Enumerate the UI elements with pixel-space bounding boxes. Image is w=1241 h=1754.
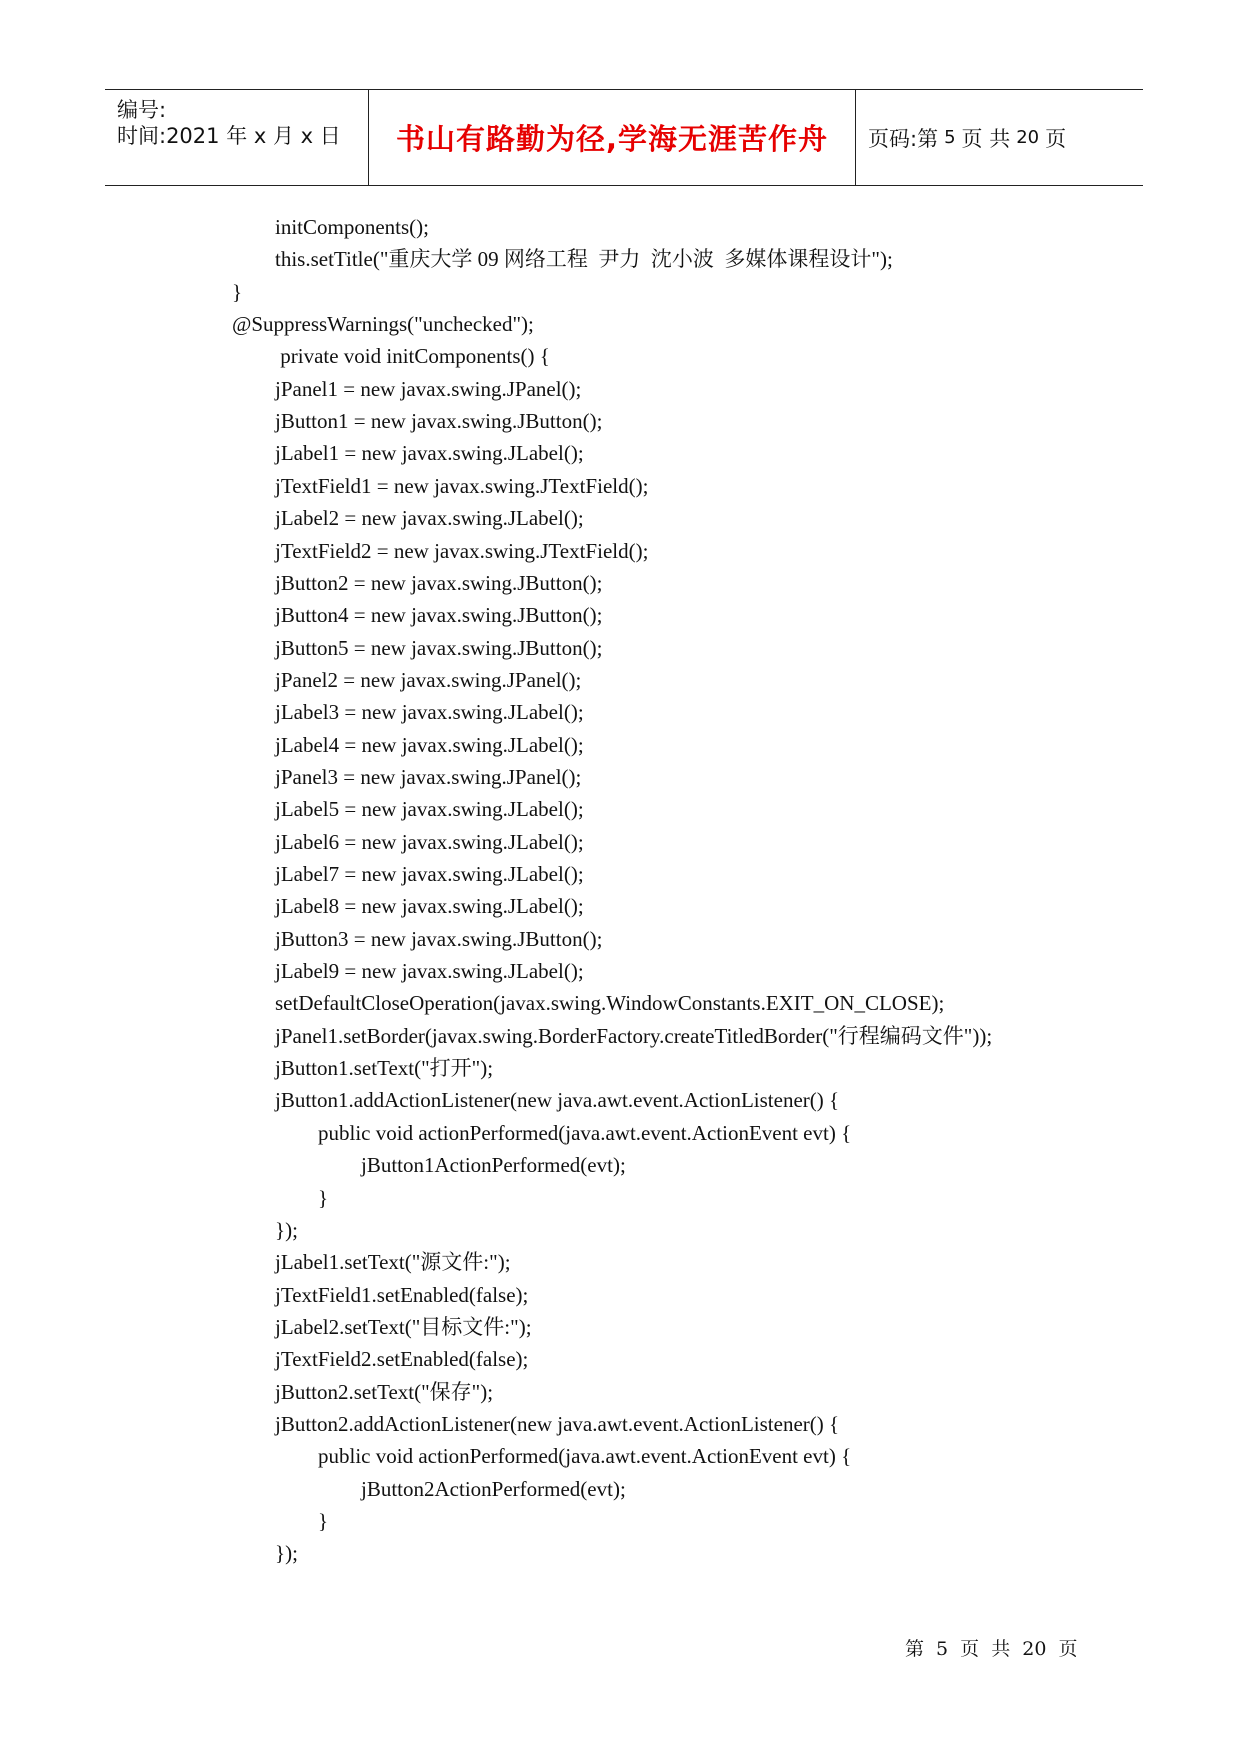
code-line: @SuppressWarnings("unchecked"); (232, 312, 534, 336)
page-suffix: 页 (1045, 126, 1067, 151)
page-prefix: 页码:第 (868, 126, 939, 151)
page-total: 20 (1016, 127, 1040, 148)
code-line: this.setTitle("重庆大学 09 网络工程 尹力 沈小波 多媒体课程设计"); (275, 247, 893, 271)
page-header (105, 89, 1143, 186)
code-line: jButton2.addActionListener(new java.awt.event.ActionListener() { (275, 1412, 840, 1436)
code-line: jTextField1.setEnabled(false); (275, 1283, 529, 1307)
page-number: 5 (944, 127, 956, 148)
code-line: jPanel1.setBorder(javax.swing.BorderFactory.createTitledBorder("行程编码文件")); (275, 1024, 993, 1048)
code-line: jTextField2.setEnabled(false); (275, 1347, 529, 1371)
code-line: }); (275, 1218, 298, 1242)
code-line: jLabel3 = new javax.swing.JLabel(); (275, 700, 584, 724)
code-line: jButton1ActionPerformed(evt); (361, 1153, 626, 1177)
code-line: jLabel9 = new javax.swing.JLabel(); (275, 959, 584, 983)
code-line: jButton4 = new javax.swing.JButton(); (275, 603, 603, 627)
code-line: setDefaultCloseOperation(javax.swing.WindowConstants.EXIT_ON_CLOSE); (275, 991, 945, 1015)
code-line: jLabel6 = new javax.swing.JLabel(); (275, 830, 584, 854)
code-line: jButton2.setText("保存"); (275, 1380, 494, 1404)
code-line: jButton1.addActionListener(new java.awt.event.ActionListener() { (275, 1088, 840, 1112)
header-motto-cell (369, 90, 856, 185)
code-line: jPanel3 = new javax.swing.JPanel(); (275, 765, 582, 789)
code-line: jLabel2.setText("目标文件:"); (275, 1315, 532, 1339)
page-middle: 页 共 (961, 126, 1011, 151)
code-line: jPanel2 = new javax.swing.JPanel(); (275, 668, 582, 692)
code-line: }); (275, 1541, 298, 1565)
code-line: public void actionPerformed(java.awt.event.ActionEvent evt) { (318, 1121, 852, 1145)
serial-number-label: 编号: (117, 98, 167, 122)
code-line: public void actionPerformed(java.awt.event.ActionEvent evt) { (318, 1444, 852, 1468)
code-line: jLabel2 = new javax.swing.JLabel(); (275, 506, 584, 530)
code-line: } (318, 1509, 329, 1533)
code-line: private void initComponents() { (275, 344, 550, 368)
code-line: jLabel8 = new javax.swing.JLabel(); (275, 894, 584, 918)
code-line: jButton2ActionPerformed(evt); (361, 1477, 626, 1501)
code-line: jButton2 = new javax.swing.JButton(); (275, 571, 603, 595)
code-line: jLabel4 = new javax.swing.JLabel(); (275, 733, 584, 757)
code-line: jLabel7 = new javax.swing.JLabel(); (275, 862, 584, 886)
code-line: jTextField1 = new javax.swing.JTextField(); (275, 474, 649, 498)
code-line: jPanel1 = new javax.swing.JPanel(); (275, 377, 582, 401)
code-line: jLabel5 = new javax.swing.JLabel(); (275, 797, 584, 821)
code-line: jButton5 = new javax.swing.JButton(); (275, 636, 603, 660)
code-line: jButton1.setText("打开"); (275, 1056, 494, 1080)
code-line: jButton1 = new javax.swing.JButton(); (275, 409, 603, 433)
code-line: initComponents(); (275, 215, 429, 239)
code-line: jLabel1.setText("源文件:"); (275, 1250, 511, 1274)
page-footer: 第 5 页 共 20 页 (905, 1638, 1078, 1660)
code-line: jButton3 = new javax.swing.JButton(); (275, 927, 603, 951)
motto-text: 书山有路勤为径,学海无涯苦作舟 (395, 122, 829, 156)
date-label: 时间:2021 年 x 月 x 日 (117, 124, 341, 148)
code-line: } (318, 1186, 329, 1210)
code-line: } (232, 280, 243, 304)
code-line: jLabel1 = new javax.swing.JLabel(); (275, 441, 584, 465)
code-line: jTextField2 = new javax.swing.JTextField(); (275, 539, 649, 563)
header-page-cell (856, 90, 1143, 185)
header-info-cell (105, 90, 369, 185)
